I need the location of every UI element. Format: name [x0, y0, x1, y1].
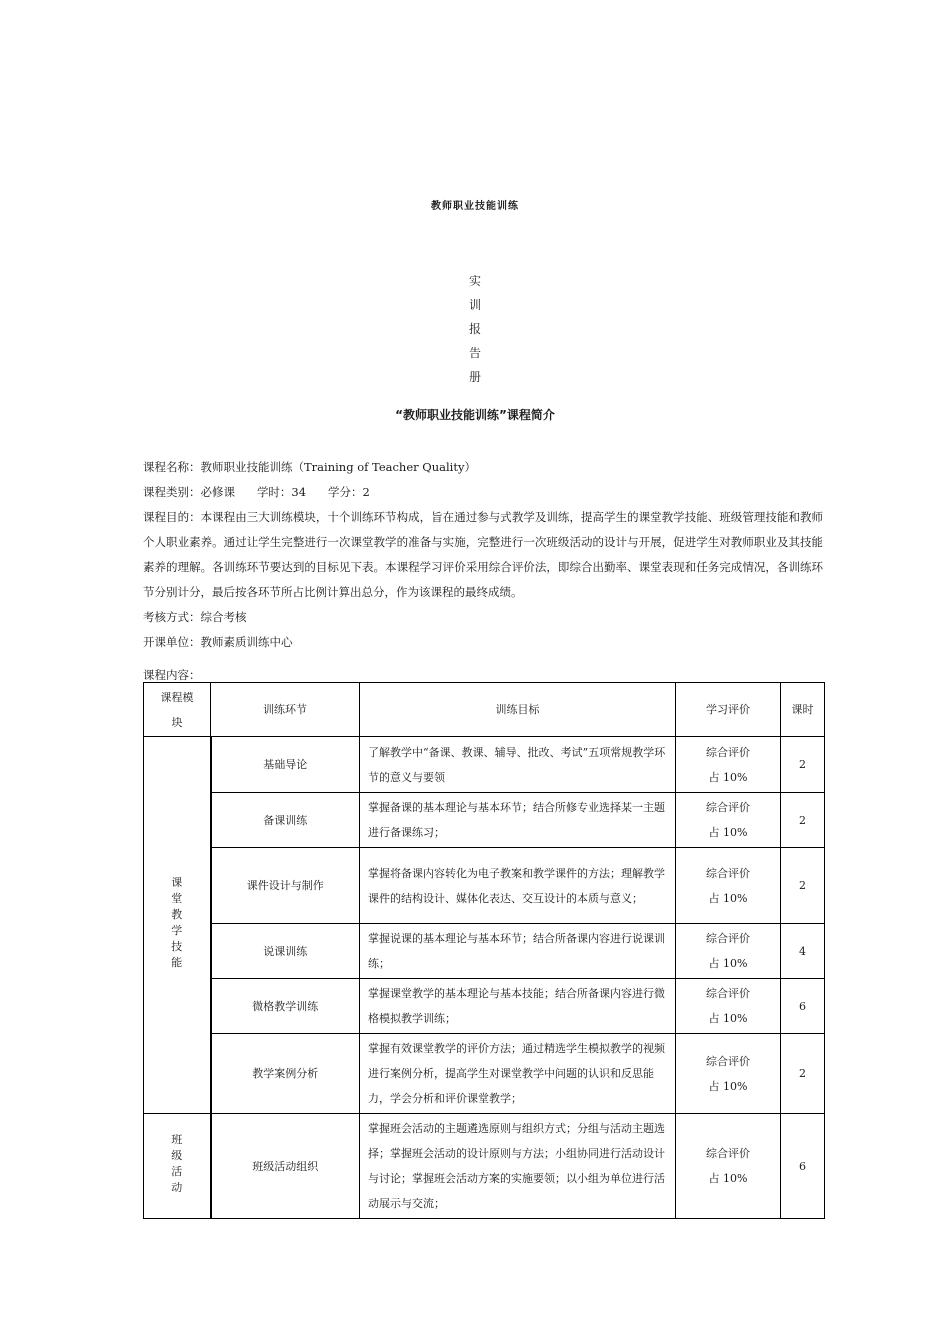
table-row	[144, 793, 825, 848]
goal-cell: 掌握班会活动的主题遴选原则与组织方式；分组与活动主题选择；掌握班会活动的设计原则与方法；小组协同进行活动设计与讨论；掌握班会活动方案的实施要领；以小组为单位进行活动展示与交流；	[360, 1114, 676, 1219]
intro-title: “教师职业技能训练”课程简介	[395, 408, 555, 422]
section-cell: 备课训练	[211, 793, 360, 848]
hours-cell: 2	[781, 793, 825, 848]
eval-cell: 综合评价 占 10%	[676, 848, 781, 924]
vertical-title-char: 册	[468, 370, 481, 384]
table-row	[144, 979, 825, 1034]
module-cell: 班级活动	[144, 1114, 211, 1219]
eval-cell: 综合评价 占 10%	[676, 979, 781, 1034]
header-goal: 训练目标	[360, 683, 676, 737]
vertical-title-char: 训	[468, 298, 481, 312]
course-info	[143, 455, 823, 655]
eval-cell: 综合评价 占 10%	[676, 924, 781, 979]
table-header-row	[144, 683, 825, 737]
goal-cell: 掌握备课的基本理论与基本环节；结合所修专业选择某一主题进行备课练习；	[360, 793, 676, 848]
section-cell: 说课训练	[211, 924, 360, 979]
table-row	[144, 924, 825, 979]
goal-cell: 掌握课堂教学的基本理论与基本技能；结合所备课内容进行微格模拟教学训练；	[360, 979, 676, 1034]
hours-cell: 6	[781, 979, 825, 1034]
goal-cell: 掌握将备课内容转化为电子教案和教学课件的方法；理解教学课件的结构设计、媒体化表达、交互设计的本质与意义；	[360, 848, 676, 924]
header-eval: 学习评价	[676, 683, 781, 737]
goal-cell: 了解教学中“备课、教课、辅导、批改、考试”五项常规教学环节的意义与要领	[360, 737, 676, 793]
section-cell: 基础导论	[211, 737, 360, 793]
course-meta	[143, 480, 823, 505]
course-type: 课程类别：必修课	[143, 485, 235, 499]
hours-cell: 4	[781, 924, 825, 979]
course-unit: 开课单位：教师素质训练中心	[143, 635, 293, 649]
course-purpose: 课程目的：本课程由三大训练模块，十个训练环节构成，旨在通过参与式教学及训练，提高学生的课堂教学技能、班级管理技能和教师个人职业素养。通过让学生完整进行一次课堂教学的准备与实施，完整进行一次班级活动的设计与开展，促进学生对教师职业及其技能素养的理解。各训练环节要达到的目标见下表。本课程学习评价采用综合评价法，即综合出勤率、课堂表现和任务完成情况，各训练环节分别计分，最后按各环节所占比例计算出总分，作为该课程的最终成绩。	[143, 510, 823, 599]
header-hours: 课时	[781, 683, 825, 737]
module-cell: 课堂教学技能	[144, 737, 211, 1114]
table-row	[144, 1114, 825, 1219]
hours-cell: 6	[781, 1114, 825, 1219]
section-cell: 微格教学训练	[211, 979, 360, 1034]
course-assessment: 考核方式：综合考核	[143, 610, 247, 624]
course-hours: 学时：34	[256, 485, 307, 499]
header-section: 训练环节	[211, 683, 360, 737]
table-row	[144, 1034, 825, 1114]
goal-cell: 掌握说课的基本理论与基本环节；结合所备课内容进行说课训练；	[360, 924, 676, 979]
content-label: 课程内容：	[143, 668, 201, 682]
table-row	[144, 737, 825, 793]
course-name: 课程名称：教师职业技能训练（Training of Teacher Quality）	[143, 460, 476, 474]
goal-cell: 掌握有效课堂教学的评价方法；通过精选学生模拟教学的视频进行案例分析，提高学生对课堂教学中问题的认识和反思能力，学会分析和评价课堂教学；	[360, 1034, 676, 1114]
vertical-title-char: 实	[468, 274, 481, 288]
hours-cell: 2	[781, 737, 825, 793]
hours-cell: 2	[781, 848, 825, 924]
vertical-title-char: 告	[468, 346, 481, 360]
eval-cell: 综合评价 占 10%	[676, 1114, 781, 1219]
vertical-title-char: 报	[468, 322, 481, 336]
section-cell: 班级活动组织	[211, 1114, 360, 1219]
vertical-title	[0, 269, 950, 389]
course-credits: 学分：2	[328, 485, 370, 499]
section-cell: 课件设计与制作	[211, 848, 360, 924]
header-module: 课程模块	[144, 683, 211, 737]
section-cell: 教学案例分析	[211, 1034, 360, 1114]
eval-cell: 综合评价 占 10%	[676, 1034, 781, 1114]
course-table	[143, 682, 825, 1219]
eval-cell: 综合评价 占 10%	[676, 737, 781, 793]
header-title: 教师职业技能训练	[431, 201, 519, 212]
table-row	[144, 848, 825, 924]
hours-cell: 2	[781, 1034, 825, 1114]
eval-cell: 综合评价 占 10%	[676, 793, 781, 848]
